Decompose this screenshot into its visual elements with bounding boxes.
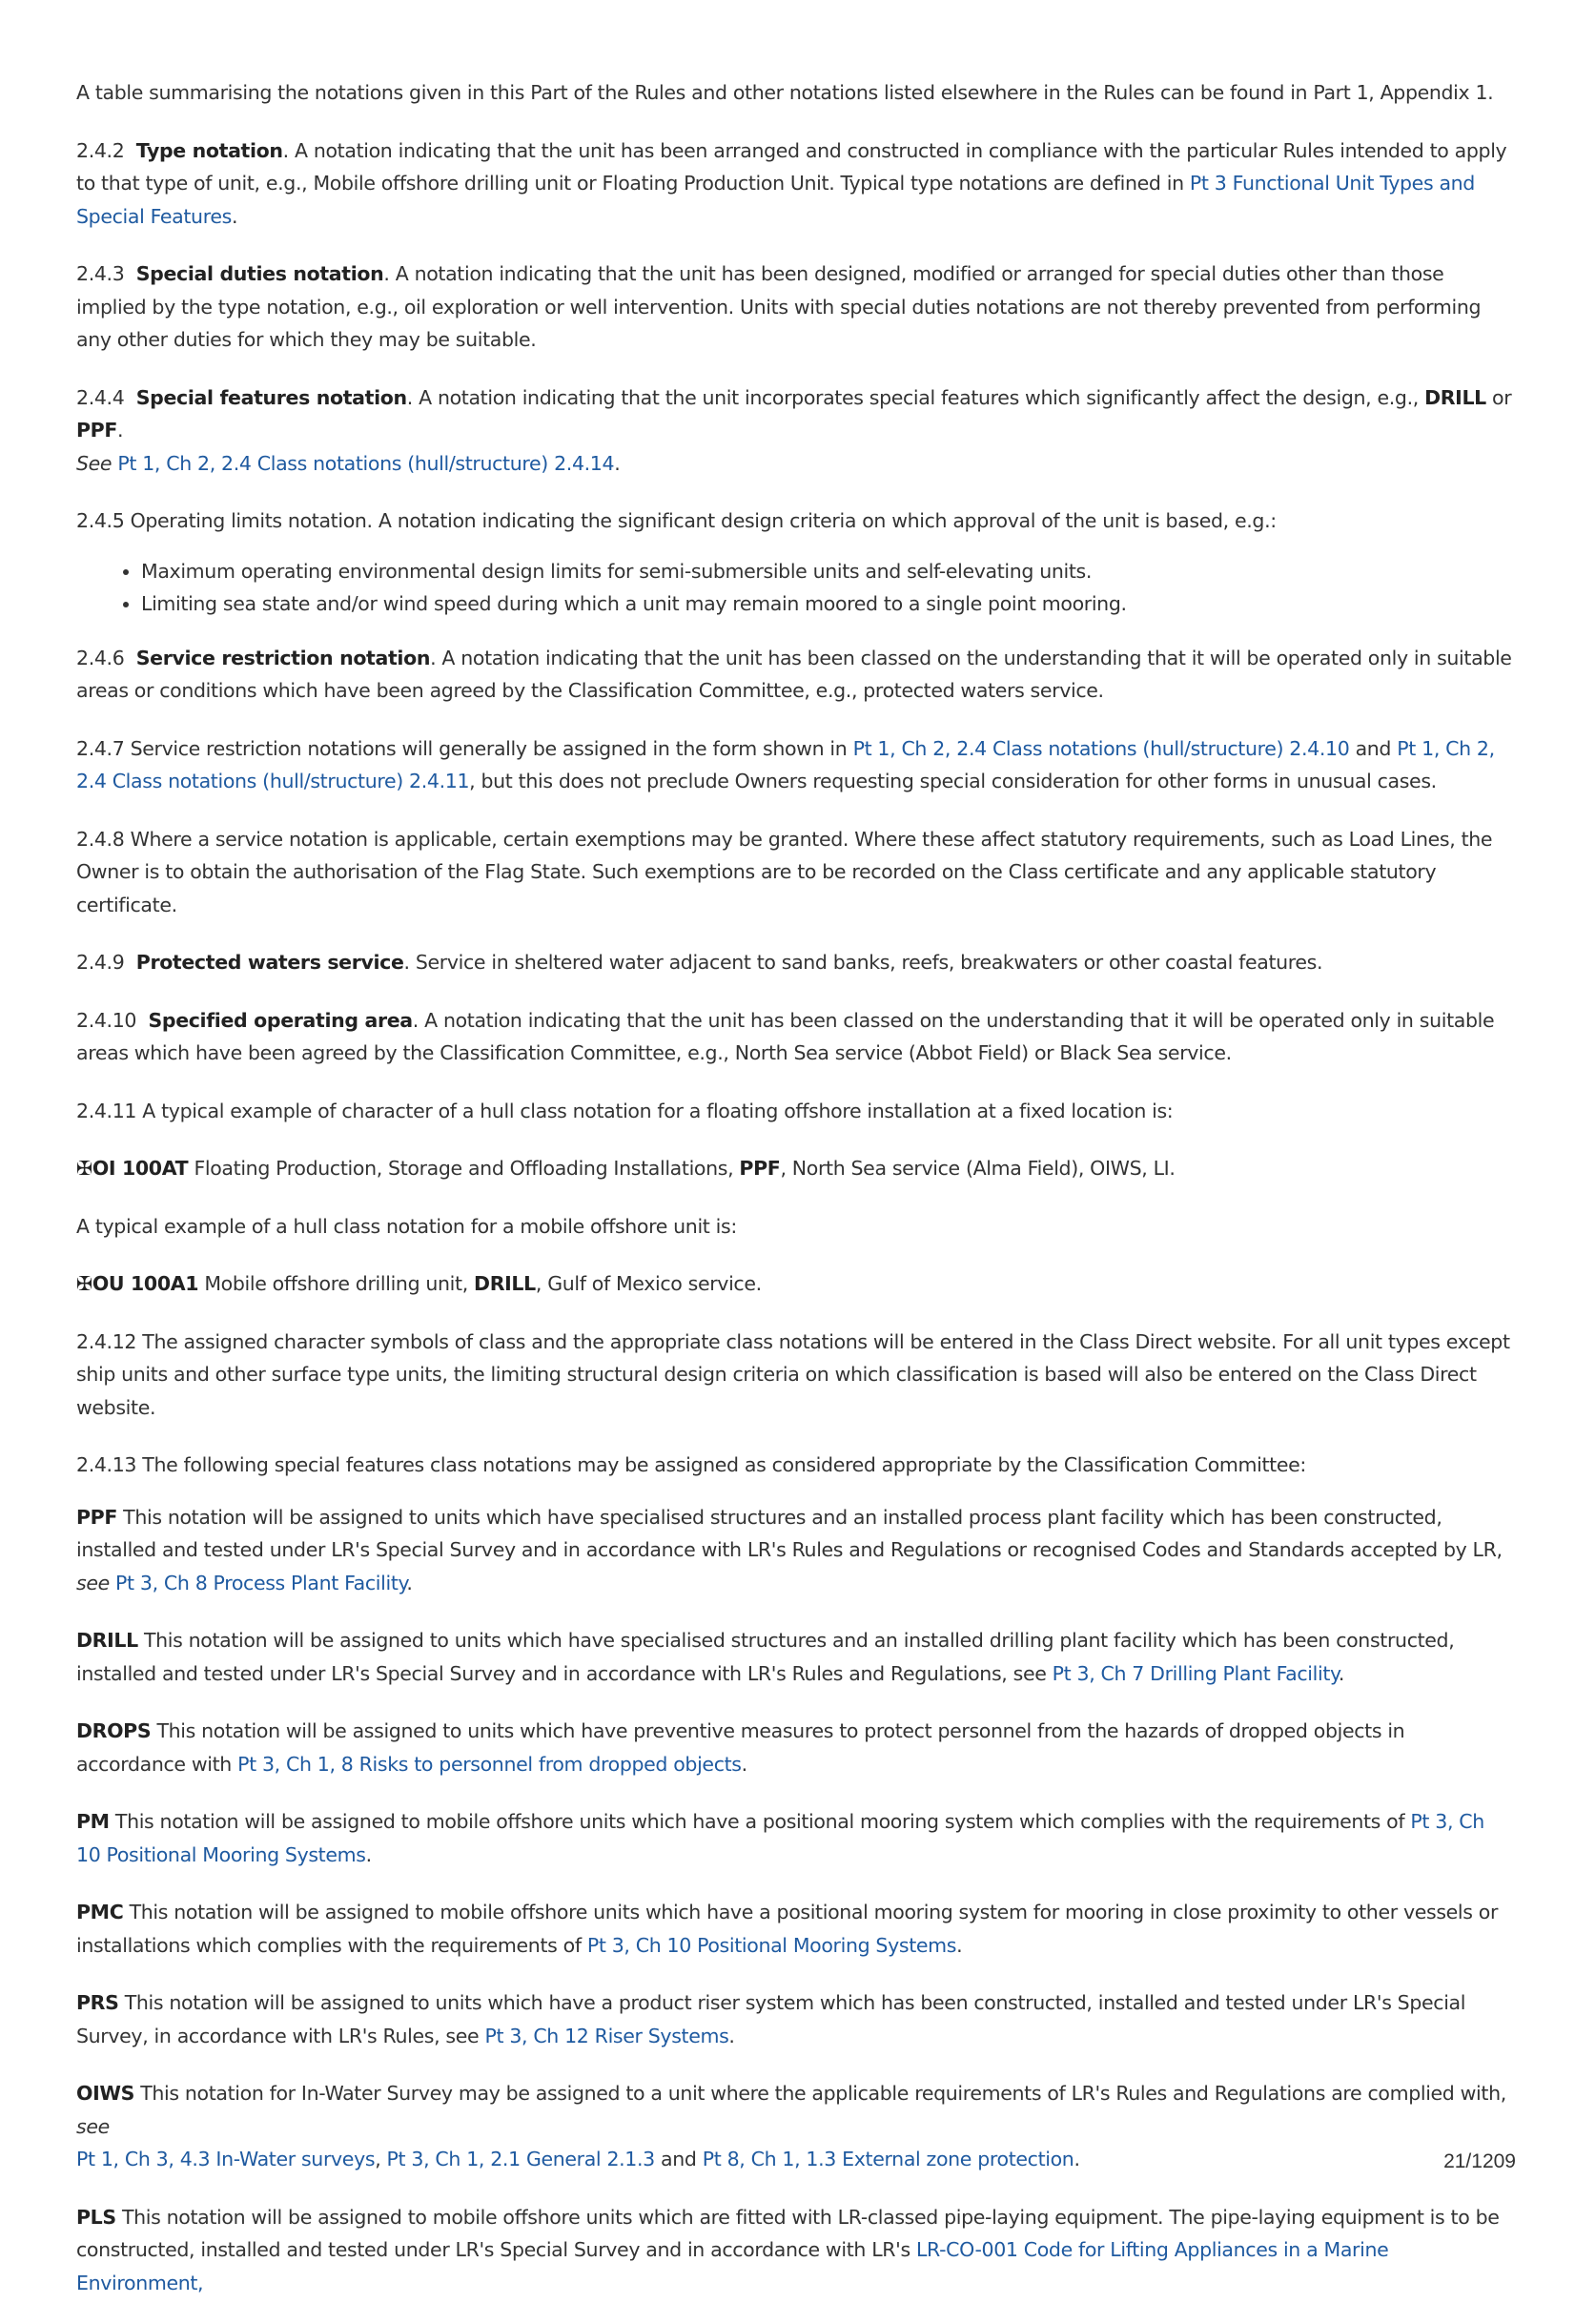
notation-drops: DROPS This notation will be assigned to units which have preventive measures to protect personnel from the hazards of dropped objects in accordance with Pt 3, Ch 1, 8 Risks to personnel from dropped objects. [76, 1719, 1405, 1776]
clause-title: Specified operating area [148, 1008, 413, 1032]
clause-number: 2.4.3 [76, 262, 125, 285]
para-2-4-13: 2.4.13 The following special features class notations may be assigned as considered appropriate by the Classification Committee: [76, 1453, 1306, 1476]
para-2-4-8: 2.4.8 Where a service notation is applicable, certain exemptions may be granted. Where these affect statutory requirements, such as Load Lines, the Owner is to obtain the authorisation of the Flag State. Such exemptions are to be recorded on the Class certificate and any applicable statutory certificate. [76, 827, 1493, 916]
clause-number: 2.4.10 [76, 1008, 137, 1032]
link-pt1-ch3-4-3[interactable]: Pt 1, Ch 3, 4.3 In-Water surveys [76, 2148, 376, 2170]
link-pt3-ch1-2-1[interactable]: Pt 3, Ch 1, 2.1 General 2.1.3 [386, 2148, 655, 2170]
link-pt3-ch8[interactable]: Pt 3, Ch 8 Process Plant Facility [115, 1571, 407, 1594]
clause-title: Special duties notation [135, 262, 384, 285]
link-pt3-ch12[interactable]: Pt 3, Ch 12 Riser Systems [484, 2024, 729, 2047]
link-pt8-ch1-1-3[interactable]: Pt 8, Ch 1, 1.3 External zone protection [702, 2148, 1074, 2170]
para-2-4-5: 2.4.5 Operating limits notation. A notation indicating the significant design criteria on which approval of the unit is based, e.g.: [76, 509, 1277, 532]
clause-number: 2.4.4 [76, 385, 125, 409]
notation-code: PM [76, 1810, 110, 1833]
list-item: • Maximum operating environmental design limits for semi-submersible units and self-elevating units. [141, 555, 1514, 588]
notation-ppf: PPF This notation will be assigned to units which have specialised structures and an installed process plant facility which has been constructed, installed and tested under LR's Special Survey and in accordance with LR's Rules and Regulations or recognised Codes and Standards accepted by LR, see Pt 3, Ch 8 Process Plant Facility. [76, 1505, 1503, 1594]
para-2-4-10: 2.4.10 Specified operating area. A notation indicating that the unit has been classed on the understanding that it will be operated only in suitable areas which have been agreed by the Classification Committee, e.g., North Sea service (Abbot Field) or Black Sea service. [76, 1008, 1495, 1064]
document-body [76, 76, 1514, 2324]
page-number: 21/1209 [1443, 2150, 1516, 2172]
notation-drill: DRILL This notation will be assigned to units which have specialised structures and an installed drilling plant facility which has been constructed, installed and tested under LR's Special Survey and in accordance with LR's Rules and Regulations, see Pt 3, Ch 7 Drilling Plant Facility. [76, 1629, 1455, 1685]
para-2-4-2: 2.4.2 Type notation. A notation indicating that the unit has been arranged and constructed in compliance with the particular Rules intended to apply to that type of unit, e.g., Mobile offshore drilling unit or Floating Production Unit. Typical type notations are defined in Pt 3 Functional Unit Types and Special Features. [76, 138, 1507, 228]
operating-limits-list [76, 555, 1514, 621]
link-pt3-ch7[interactable]: Pt 3, Ch 7 Drilling Plant Facility [1052, 1661, 1339, 1685]
notation-code: DRILL [76, 1629, 138, 1652]
link-lr-co-001[interactable]: LR-CO-001 Code for Lifting Appliances in a Marine Environment, [76, 2238, 1389, 2294]
notation-pm: PM This notation will be assigned to mobile offshore units which have a positional mooring system which complies with the requirements of Pt 3, Ch 10 Positional Mooring Systems. [76, 1810, 1484, 1866]
link-pt1-ch2-2-4-11[interactable]: Pt 1, Ch 2, 2.4 Class notations (hull/structure) 2.4.11 [76, 736, 1495, 792]
clause-title: Special features notation [135, 385, 407, 409]
notation-pmc: PMC This notation will be assigned to mobile offshore units which have a positional mooring system for mooring in close proximity to other vessels or installations which complies with the requirements of Pt 3, Ch 10 Positional Mooring Systems. [76, 1901, 1499, 1957]
notation-code: PPF [76, 1505, 118, 1529]
clause-number: 2.4.6 [76, 646, 125, 669]
link-pt1-ch2-2-4-10[interactable]: Pt 1, Ch 2, 2.4 Class notations (hull/structure) 2.4.10 [852, 736, 1350, 760]
example-fixed-installation: ✠OI 100AT Floating Production, Storage and Offloading Installations, PPF, North Sea service (Alma Field), OIWS, LI. [76, 1157, 1176, 1180]
para-2-4-11: 2.4.11 A typical example of character of a hull class notation for a floating offshore installation at a fixed location is: [76, 1099, 1174, 1122]
notation-code: DROPS [76, 1719, 152, 1742]
clause-title: Protected waters service [135, 951, 404, 974]
link-pt1-ch2-2-4-14[interactable]: Pt 1, Ch 2, 2.4 Class notations (hull/structure) 2.4.14 [117, 451, 615, 475]
notation-code: PRS [76, 1991, 119, 2014]
maltese-cross-icon: ✠ [76, 1157, 92, 1180]
link-pt3-ch10[interactable]: Pt 3, Ch 10 Positional Mooring Systems [586, 1933, 957, 1957]
para-2-4-9: 2.4.9 Protected waters service. Service in sheltered water adjacent to sand banks, reefs, breakwaters or other coastal features. [76, 951, 1323, 974]
list-item: • Limiting sea state and/or wind speed during which a unit may remain moored to a single point mooring. [141, 587, 1514, 621]
para-2-4-4: 2.4.4 Special features notation. A notation indicating that the unit incorporates special features which significantly affect the design, e.g., DRILL or PPF. See Pt 1, Ch 2, 2.4 Class notations (hull/structure) 2.4.14. [76, 385, 1512, 475]
notation-code: OIWS [76, 2082, 135, 2105]
para-2-4-3: 2.4.3 Special duties notation. A notation indicating that the unit has been designed, modified or arranged for special duties other than those implied by the type notation, e.g., oil exploration or well intervention. Units with special duties notations are not thereby prevented from performing any other duties for which they may be suitable. [76, 262, 1482, 351]
link-pt3-ch1-8[interactable]: Pt 3, Ch 1, 8 Risks to personnel from dropped objects [237, 1752, 742, 1776]
link-pt3-functional-unit-types[interactable]: Pt 3 Functional Unit Types and Special Features [76, 172, 1475, 228]
notation-code: PLS [76, 2205, 116, 2229]
clause-number: 2.4.2 [76, 138, 125, 162]
link-pt3-ch10[interactable]: Pt 3, Ch 10 Positional Mooring Systems [76, 1810, 1484, 1866]
clause-title: Service restriction notation [135, 646, 431, 669]
intro-paragraph: A table summarising the notations given in this Part of the Rules and other notations listed elsewhere in the Rules can be found in Part 1, Appendix 1. [76, 81, 1494, 104]
para-2-4-7: 2.4.7 Service restriction notations will generally be assigned in the form shown in Pt 1, Ch 2, 2.4 Class notations (hull/structure) 2.4.10 and Pt 1, Ch 2, 2.4 Class notations (hull/structure) 2.4.11, but this does not preclude Owners requesting special consideration for other forms in unusual cases. [76, 736, 1495, 792]
maltese-cross-icon: ✠ [76, 1272, 92, 1295]
notation-code: PMC [76, 1901, 124, 1923]
para-2-4-6: 2.4.6 Service restriction notation. A notation indicating that the unit has been classed on the understanding that it will be operated only in suitable areas or conditions which have been agreed by the Classification Committee, e.g., protected waters service. [76, 646, 1512, 702]
notation-oiws: OIWS This notation for In-Water Survey may be assigned to a unit where the applicable requirements of LR's Rules and Regulations are complied with, see Pt 1, Ch 3, 4.3 In-Water surveys, Pt 3, Ch 1, 2.1 General 2.1.3 and Pt 8, Ch 1, 1.3 External zone protection. [76, 2082, 1506, 2170]
notation-prs: PRS This notation will be assigned to units which have a product riser system which has been constructed, installed and tested under LR's Special Survey, in accordance with LR's Rules, see Pt 3, Ch 12 Riser Systems. [76, 1991, 1466, 2047]
example-intro-mobile: A typical example of a hull class notation for a mobile offshore unit is: [76, 1214, 737, 1238]
clause-number: 2.4.9 [76, 951, 125, 974]
example-mobile-unit: ✠OU 100A1 Mobile offshore drilling unit, DRILL, Gulf of Mexico service. [76, 1272, 762, 1295]
notation-pls: PLS This notation will be assigned to mobile offshore units which are fitted with LR-classed pipe-laying equipment. The pipe-laying equipment is to be constructed, installed and tested under LR's Special Survey and in accordance with LR's LR-CO-001 Code for Lifting Appliances in a Marine Environment, [76, 2205, 1500, 2294]
clause-title: Type notation [135, 138, 283, 162]
para-2-4-12: 2.4.12 The assigned character symbols of class and the appropriate class notations will be entered in the Class Direct website. For all unit types except ship units and other surface type units, the limiting structural design criteria on which classification is based will also be entered on the Class Direct website. [76, 1329, 1510, 1419]
